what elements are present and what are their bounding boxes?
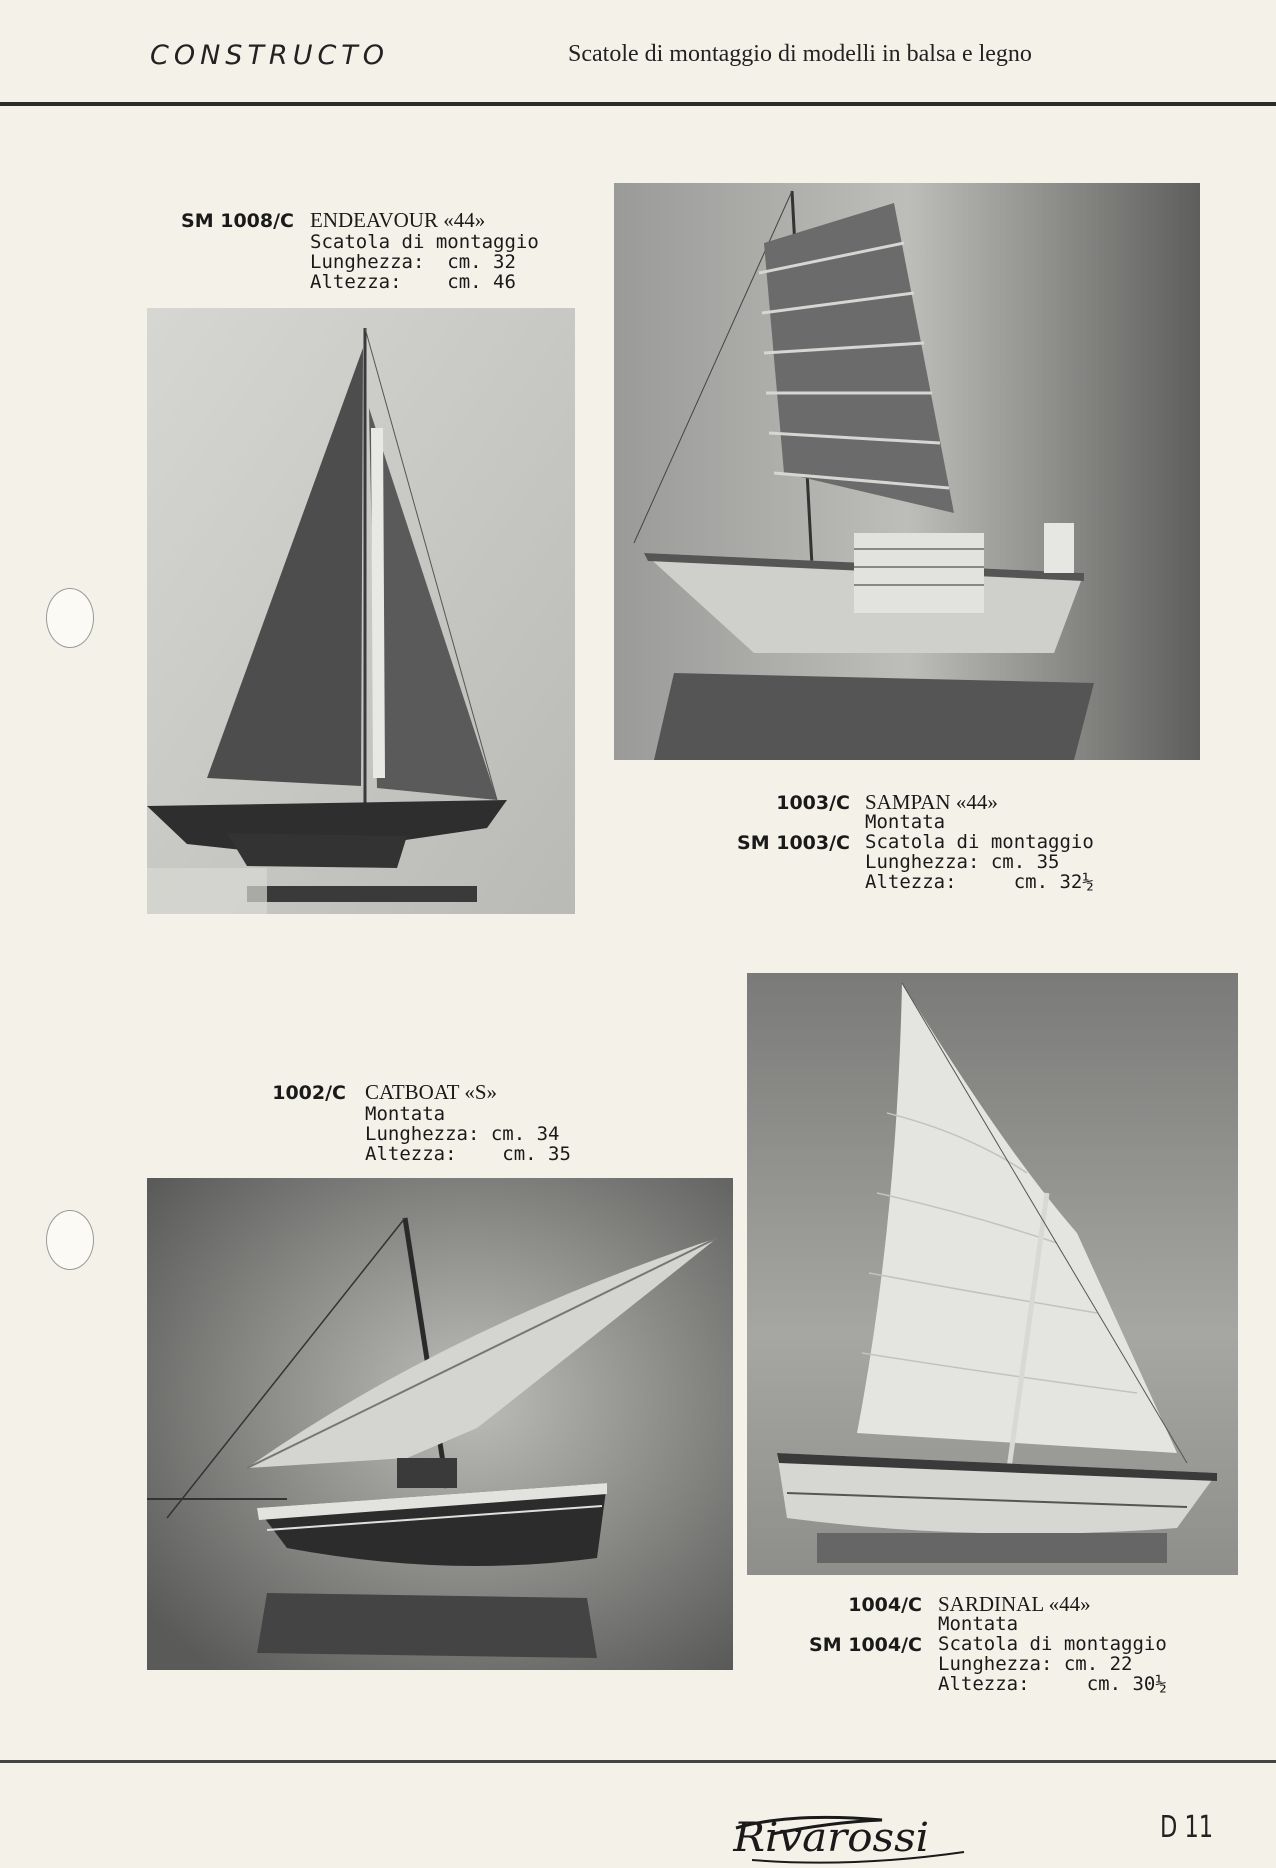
brand-title: CONSTRUCTO bbox=[150, 40, 390, 71]
code-sm-1004: SM 1004/C bbox=[809, 1634, 922, 1656]
photo-sardinal bbox=[747, 973, 1238, 1575]
line-assembled: Montata bbox=[365, 1103, 446, 1125]
page-number: D 11 bbox=[1160, 1810, 1214, 1845]
line-kit: Scatola di montaggio bbox=[938, 1633, 1167, 1655]
caption-endeavour bbox=[170, 208, 550, 300]
code-1003: 1003/C bbox=[776, 792, 850, 814]
top-rule bbox=[0, 102, 1276, 106]
line-kit: Scatola di montaggio bbox=[865, 831, 1094, 853]
caption-sampan bbox=[700, 790, 1120, 900]
bottom-rule bbox=[0, 1760, 1276, 1763]
code-1002: 1002/C bbox=[272, 1082, 346, 1104]
name-sardinal: SARDINAL «44» bbox=[938, 1592, 1091, 1616]
line-length: Lunghezza: cm. 35 bbox=[865, 851, 1060, 873]
line-height: Altezza: cm. 30½ bbox=[938, 1673, 1167, 1695]
name-sampan: SAMPAN «44» bbox=[865, 790, 998, 814]
photo-sampan bbox=[614, 183, 1200, 760]
caption-sardinal bbox=[780, 1592, 1240, 1702]
line-kit: Scatola di montaggio bbox=[310, 231, 539, 253]
line-height: Altezza: cm. 46 bbox=[310, 271, 516, 293]
name-endeavour: ENDEAVOUR «44» bbox=[310, 208, 486, 232]
code-sm-1003: SM 1003/C bbox=[737, 832, 850, 854]
code-sm-1008: SM 1008/C bbox=[181, 210, 294, 232]
binder-hole-top bbox=[46, 588, 94, 648]
line-height: Altezza: cm. 35 bbox=[365, 1143, 571, 1165]
line-assembled: Montata bbox=[865, 811, 946, 833]
rivarossi-logo: Rivarossi bbox=[733, 1815, 930, 1861]
photo-catboat bbox=[147, 1178, 733, 1670]
photo-endeavour bbox=[147, 308, 575, 914]
caption-catboat bbox=[250, 1080, 630, 1172]
binder-hole-bottom bbox=[46, 1210, 94, 1270]
line-length: Lunghezza: cm. 34 bbox=[365, 1123, 560, 1145]
page-subtitle: Scatole di montaggio di modelli in balsa e legno bbox=[568, 41, 1032, 67]
line-height: Altezza: cm. 32½ bbox=[865, 871, 1094, 893]
line-length: Lunghezza: cm. 32 bbox=[310, 251, 516, 273]
line-length: Lunghezza: cm. 22 bbox=[938, 1653, 1133, 1675]
name-catboat: CATBOAT «S» bbox=[365, 1080, 498, 1104]
line-assembled: Montata bbox=[938, 1613, 1019, 1635]
code-1004: 1004/C bbox=[848, 1594, 922, 1616]
